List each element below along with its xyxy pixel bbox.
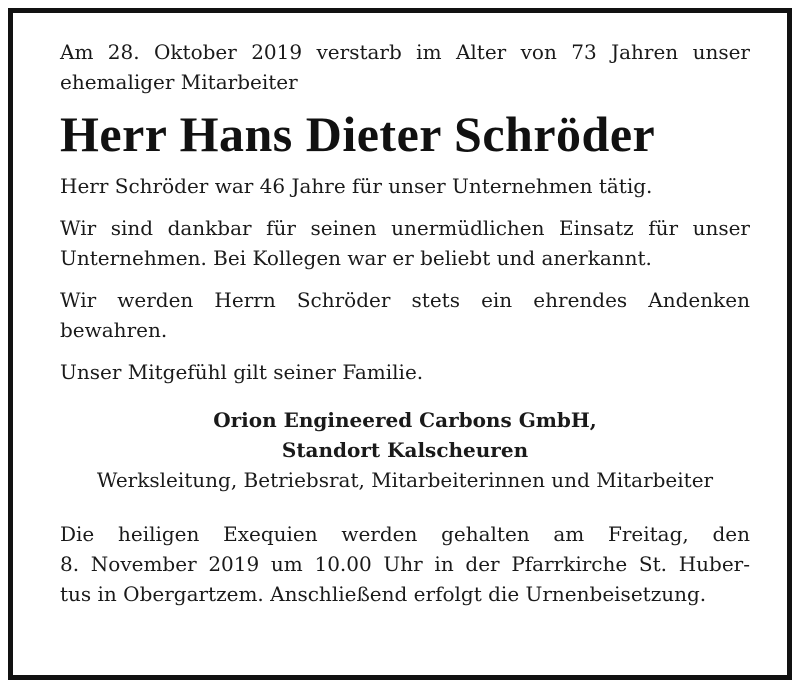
gratitude-paragraph bbox=[60, 213, 750, 273]
funeral-details-line: Die heiligen Exequien werden gehalten am Freitag, den bbox=[60, 522, 750, 546]
gratitude-line: Unternehmen. Bei Kollegen war er beliebt und anerkannt. bbox=[60, 246, 652, 270]
remembrance-line: Wir werden Herrn Schröder stets ein ehrendes Andenken bbox=[60, 288, 750, 312]
funeral-details-line: tus in Obergartzem. Anschließend erfolgt die Urnenbeisetzung. bbox=[60, 582, 707, 606]
company-name: Orion Engineered Carbons GmbH, bbox=[213, 408, 597, 432]
intro-line: Am 28. Oktober 2019 verstarb im Alter von 73 Jahren unser bbox=[60, 40, 750, 64]
signatories: Werksleitung, Betriebsrat, Mitarbeiterinnen und Mitarbeiter bbox=[96, 468, 714, 492]
company-location: Standort Kalscheuren bbox=[281, 438, 529, 462]
obituary-notice bbox=[8, 8, 792, 680]
condolence-paragraph: Unser Mitgefühl gilt seiner Familie. bbox=[60, 360, 424, 384]
funeral-details-line: 8. November 2019 um 10.00 Uhr in der Pfarrkirche St. Huber- bbox=[60, 552, 750, 576]
deceased-name: Herr Hans Dieter Schröder bbox=[60, 106, 656, 162]
signature-block bbox=[60, 405, 750, 495]
notice-content bbox=[60, 37, 750, 609]
intro-paragraph bbox=[60, 37, 750, 97]
intro-line: ehemaliger Mitarbeiter bbox=[60, 70, 298, 94]
gratitude-line: Wir sind dankbar für seinen unermüdlichen Einsatz für unser bbox=[60, 216, 750, 240]
remembrance-paragraph bbox=[60, 285, 750, 345]
service-years-paragraph: Herr Schröder war 46 Jahre für unser Unternehmen tätig. bbox=[60, 174, 653, 198]
funeral-details-paragraph bbox=[60, 519, 750, 609]
remembrance-line: bewahren. bbox=[60, 318, 168, 342]
